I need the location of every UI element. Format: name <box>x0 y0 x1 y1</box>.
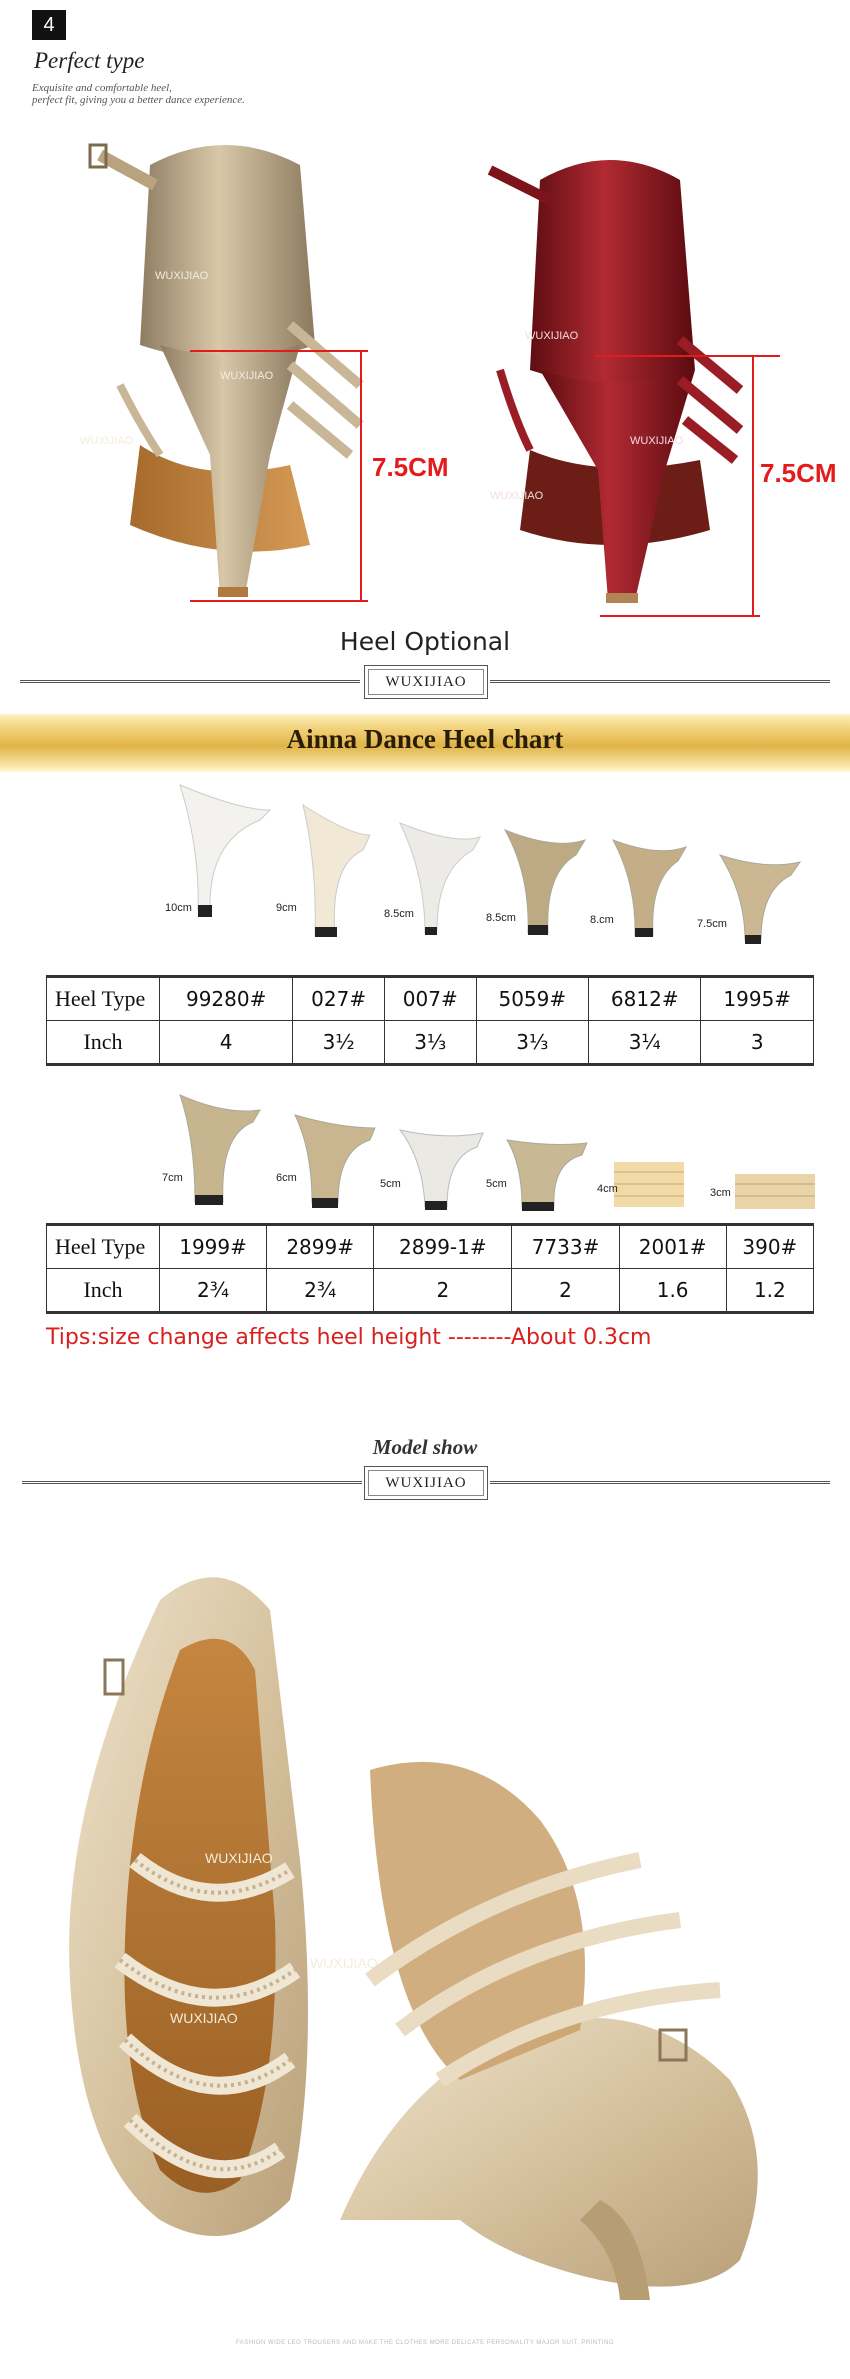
heel-chart-table-2 <box>46 1223 814 1314</box>
table-cell-inch: 2¾ <box>160 1269 267 1313</box>
heel-height-label: 5cm <box>486 1178 507 1190</box>
heel-chart-table-1 <box>46 975 814 1066</box>
brand-badge-text: WUXIJIAO <box>368 1470 484 1496</box>
heel-height-label: 7.5cm <box>697 918 727 930</box>
heel-height-label: 8.5cm <box>486 912 516 924</box>
table-row <box>47 1269 814 1313</box>
measure-vertical-line <box>752 355 754 617</box>
table-cell-type: 5059# <box>476 977 588 1021</box>
divider-left <box>22 1481 362 1484</box>
heel-height-label: 8.cm <box>590 914 614 926</box>
watermark: WUXIJIAO <box>310 1955 378 1971</box>
heel-2899-image <box>290 1110 380 1219</box>
heel-optional-caption: Heel Optional <box>339 627 511 656</box>
table-header-heel-type: Heel Type <box>47 1225 160 1269</box>
heel-390-image <box>733 1168 818 1217</box>
heel-027-image <box>295 795 375 949</box>
heel-height-label: 8.5cm <box>384 908 414 920</box>
heel-chart-title: Ainna Dance Heel chart <box>286 724 564 754</box>
divider-left <box>20 680 360 683</box>
table-cell-type: 390# <box>726 1225 813 1269</box>
measure-bottom-line <box>190 600 368 602</box>
brand-badge <box>364 1466 488 1500</box>
table-cell-type: 1995# <box>701 977 814 1021</box>
size-tips-note: Tips:size change affects heel height --------About 0.3cm <box>46 1325 652 1350</box>
table-header-inch: Inch <box>47 1021 160 1065</box>
watermark: WUXIJIAO <box>170 2010 238 2026</box>
table-cell-type: 027# <box>293 977 385 1021</box>
heel-007-image <box>395 815 485 949</box>
heel-2899-1-image <box>395 1125 485 1221</box>
section-subtitle-line1: Exquisite and comfortable heel, <box>32 82 172 94</box>
table-cell-inch: 1.6 <box>619 1269 726 1313</box>
heel-7733-image <box>502 1135 592 1221</box>
table-cell-inch: 2 <box>512 1269 619 1313</box>
heel-height-label-right: 7.5CM <box>760 458 837 488</box>
table-cell-inch: 2¾ <box>267 1269 374 1313</box>
table-cell-type: 99280# <box>160 977 293 1021</box>
table-row <box>47 1225 814 1269</box>
heel-height-label: 7cm <box>162 1172 183 1184</box>
watermark: WUXIJIAO <box>525 330 579 342</box>
table-cell-inch: 3 <box>701 1021 814 1065</box>
watermark: WUXIJIAO <box>490 490 544 502</box>
heel-height-label-left: 7.5CM <box>372 452 449 482</box>
table-row <box>47 1021 814 1065</box>
table-cell-type: 2899-1# <box>374 1225 512 1269</box>
table-cell-inch: 3½ <box>293 1021 385 1065</box>
model-shoes-photo <box>40 1560 830 2320</box>
section-subtitle-line2: perfect fit, giving you a better dance experience. <box>32 94 245 106</box>
table-cell-inch: 3⅓ <box>384 1021 476 1065</box>
table-row <box>47 977 814 1021</box>
measure-top-line <box>190 350 368 352</box>
measure-vertical-line <box>360 350 362 602</box>
heel-1999-image <box>175 1090 265 1219</box>
heel-height-label: 4cm <box>597 1183 618 1195</box>
model-show-title: Model show <box>372 1435 478 1459</box>
watermark: WUXIJIAO <box>205 1850 273 1866</box>
watermark: WUXIJIAO <box>630 435 684 447</box>
heel-1995-image <box>715 850 805 954</box>
table-cell-inch: 3⅓ <box>476 1021 588 1065</box>
table-cell-inch: 2 <box>374 1269 512 1313</box>
section-number-badge: 4 <box>32 10 66 40</box>
watermark: WUXIJIAO <box>220 370 274 382</box>
heel-5059-image <box>500 825 590 949</box>
footer-tagline: FASHION WIDE LEG TROUSERS AND MAKE THE CLOTHES MORE DELICATE PERSONALITY MAJOR SUIT, PRINTING <box>235 2340 615 2346</box>
heel-height-label: 6cm <box>276 1172 297 1184</box>
table-cell-type: 6812# <box>589 977 701 1021</box>
table-header-heel-type: Heel Type <box>47 977 160 1021</box>
measure-bottom-line <box>600 615 760 617</box>
brand-badge <box>364 665 488 699</box>
section-title: Perfect type <box>34 48 145 73</box>
watermark: WUXIJIAO <box>155 270 209 282</box>
table-cell-type: 7733# <box>512 1225 619 1269</box>
heel-height-label: 3cm <box>710 1187 731 1199</box>
heel-6812-image <box>608 835 688 954</box>
table-cell-type: 1999# <box>160 1225 267 1269</box>
table-cell-inch: 3¼ <box>589 1021 701 1065</box>
table-cell-type: 007# <box>384 977 476 1021</box>
table-cell-inch: 1.2 <box>726 1269 813 1313</box>
heel-height-label: 5cm <box>380 1178 401 1190</box>
divider-right <box>490 1481 830 1484</box>
heel-height-label: 10cm <box>165 902 192 914</box>
table-cell-inch: 4 <box>160 1021 293 1065</box>
heel-2001-image <box>612 1160 687 1214</box>
watermark: WUXIJIAO <box>80 435 134 447</box>
heel-height-label: 9cm <box>276 902 297 914</box>
divider-right <box>490 680 830 683</box>
table-cell-type: 2001# <box>619 1225 726 1269</box>
table-cell-type: 2899# <box>267 1225 374 1269</box>
red-shoe-back-photo <box>470 150 750 620</box>
table-header-inch: Inch <box>47 1269 160 1313</box>
brand-badge-text: WUXIJIAO <box>368 669 484 695</box>
